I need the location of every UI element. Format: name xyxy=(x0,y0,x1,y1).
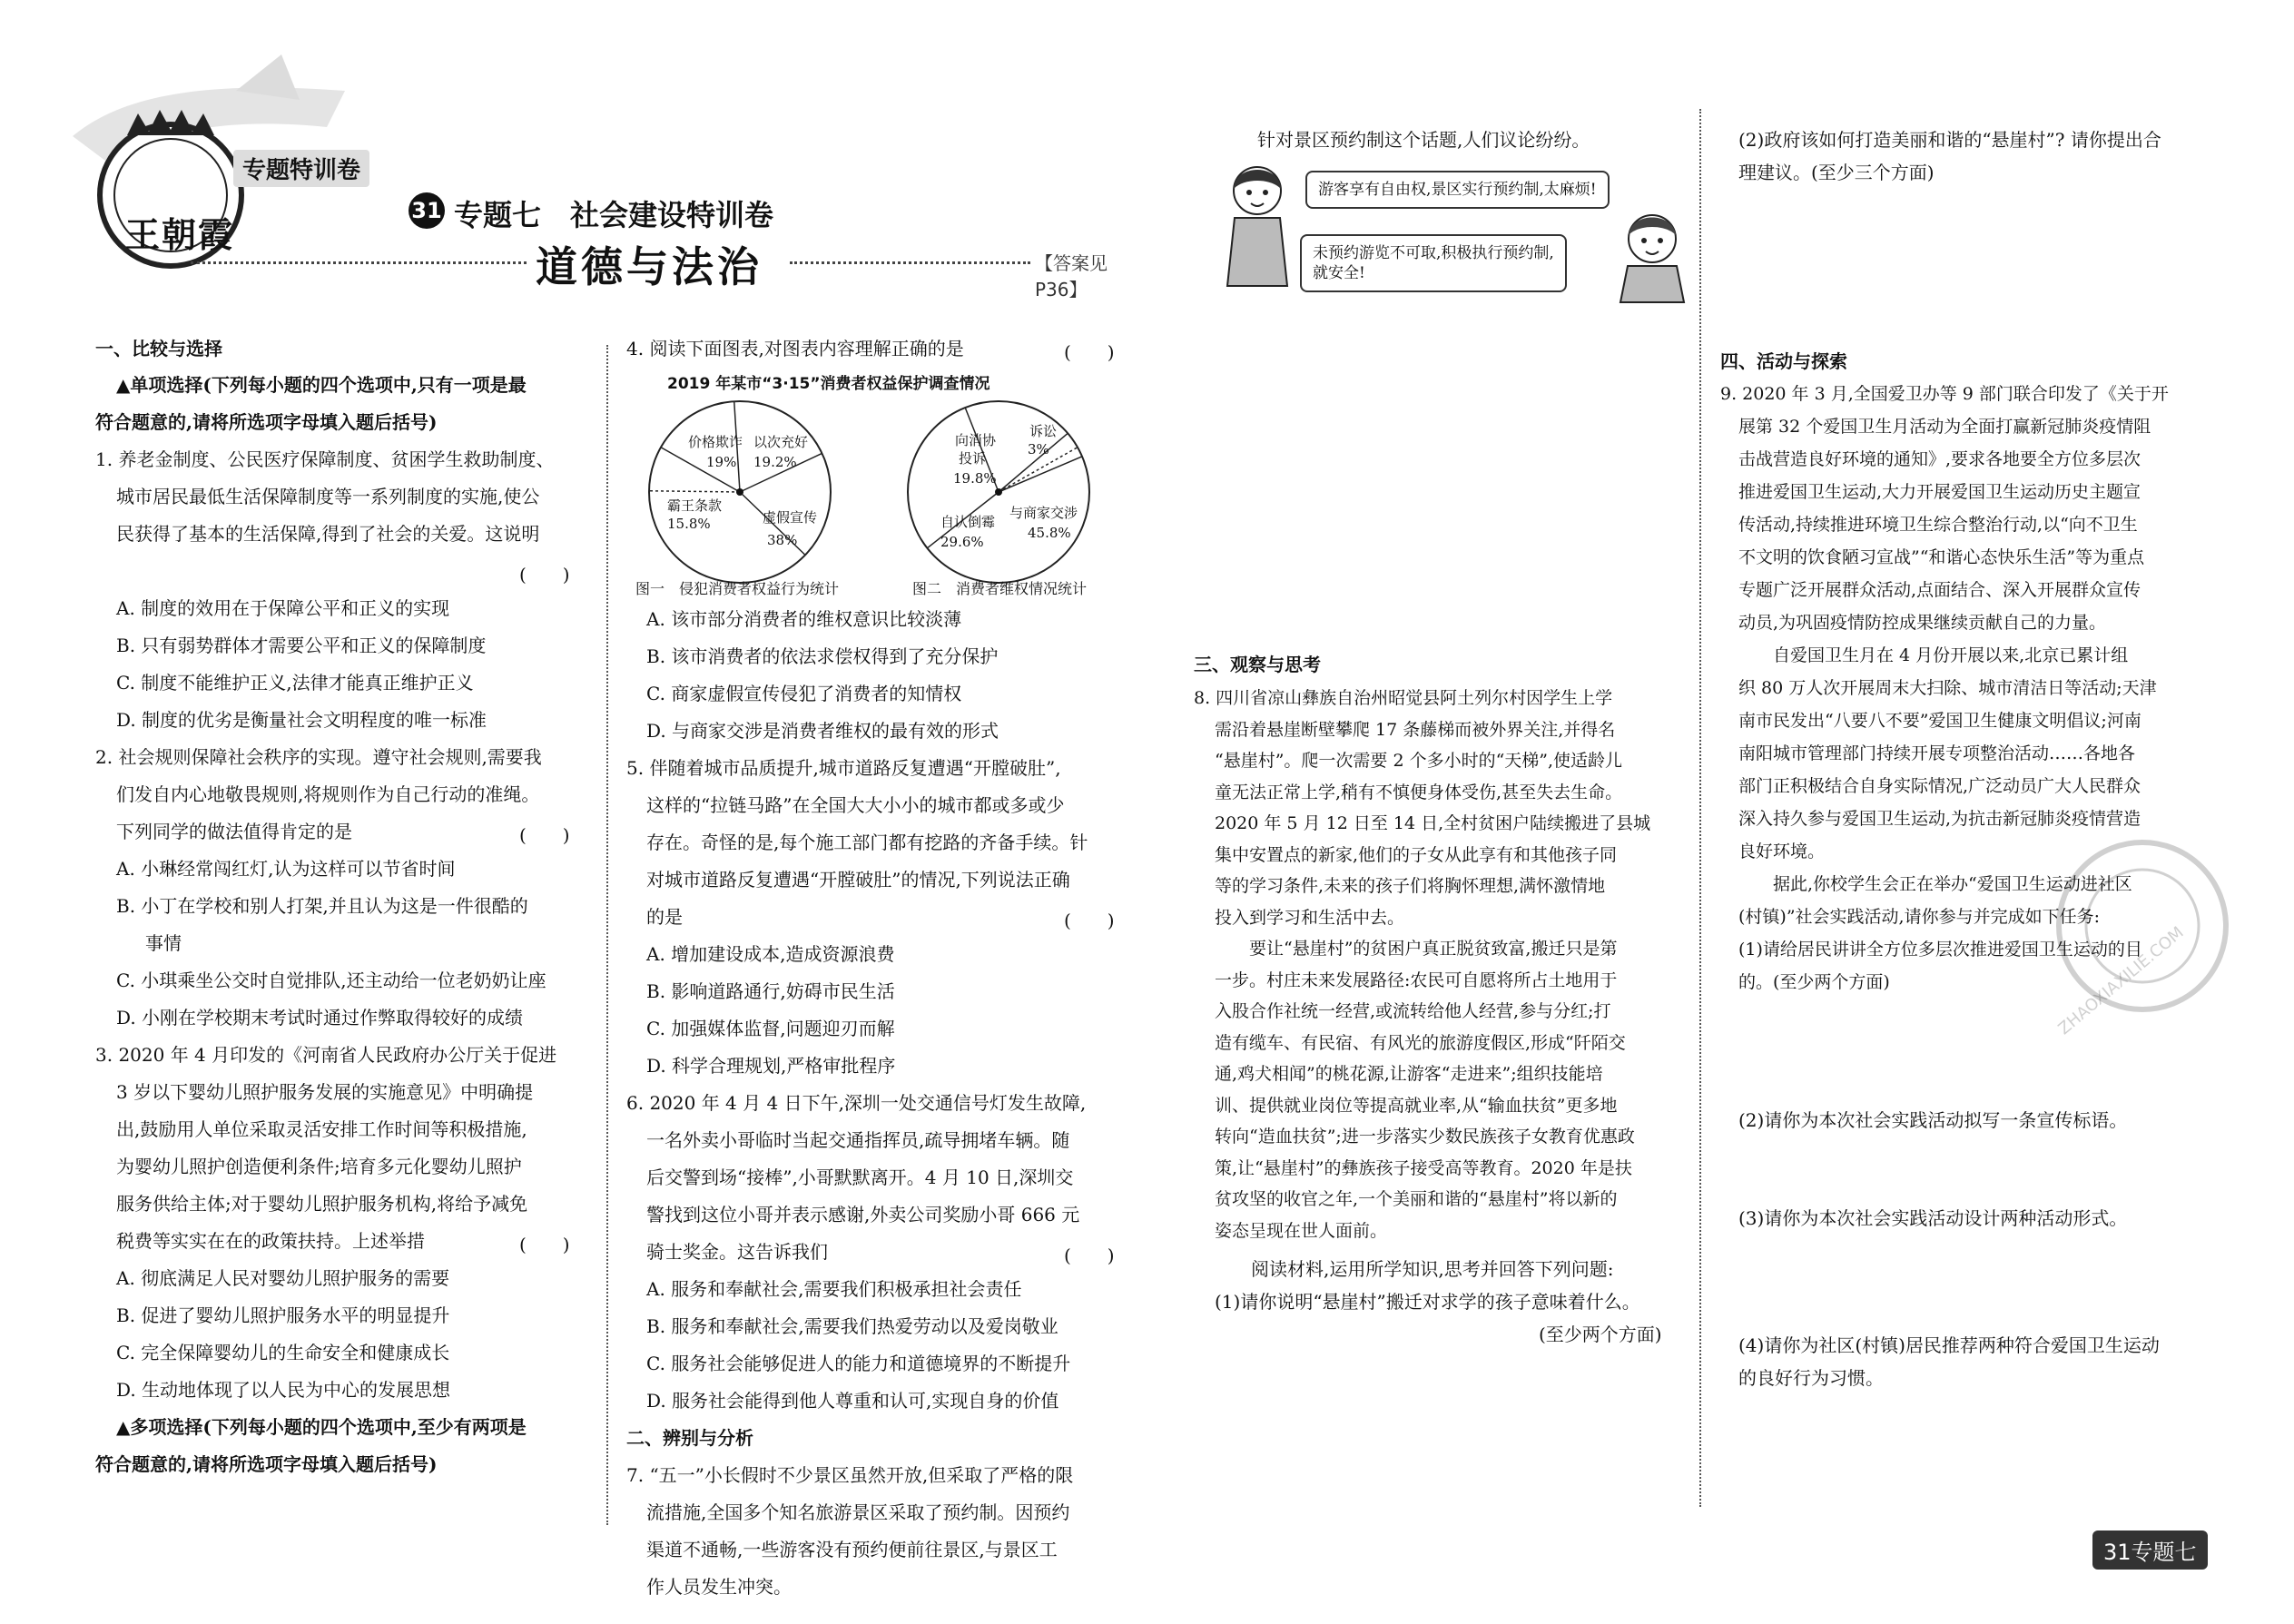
q6-option-c: C. 服务社会能够促进人的能力和道德境界的不断提升 xyxy=(646,1353,1071,1374)
cartoon-boy-icon xyxy=(1611,204,1693,304)
q7-line: 渠道不通畅,一些游客没有预约便前往景区,与景区工 xyxy=(646,1539,1058,1560)
q5-line: 这样的“拉链马路”在全国大大小小的城市都或多或少 xyxy=(646,794,1065,816)
bubble-boy-line1: 未预约游览不可取,积极执行预约制, xyxy=(1313,244,1554,262)
q9-line: 推进爱国卫生运动,大力开展爱国卫生运动历史主题宣 xyxy=(1738,482,2141,502)
q4-option-d: D. 与商家交涉是消费者维权的最有效的形式 xyxy=(646,720,999,742)
q8-sub1: (1)请你说明“悬崖村”搬迁对求学的孩子意味着什么。 xyxy=(1215,1291,1640,1313)
q9-line: 不文明的饮食陋习宣战”“和谐心态快乐生活”等为重点 xyxy=(1738,547,2145,567)
q9-line: 南阳城市管理部门持续开展专项整治活动……各地各 xyxy=(1738,743,2136,763)
q2-option-c: C. 小琪乘坐公交时自觉排队,还主动给一位老奶奶让座 xyxy=(116,969,546,991)
pie-2-label: 19.8% xyxy=(953,470,997,487)
q5-line: 对城市道路反复遭遇“开膛破肚”的情况,下列说法正确 xyxy=(646,869,1070,891)
q2-option-b: B. 小丁在学校和别人打架,并且认为这是一件很酷的 xyxy=(116,895,528,917)
speech-bubble-boy xyxy=(1300,234,1567,292)
divider-col3 xyxy=(1699,109,1701,1507)
q6-option-d: D. 服务社会能得到他人尊重和认可,实现自身的价值 xyxy=(646,1390,1059,1412)
q7-intro: 针对景区预约制这个话题,人们议论纷纷。 xyxy=(1257,129,1590,151)
topic-number: 31 xyxy=(411,198,442,223)
q2-line: 下列同学的做法值得肯定的是 xyxy=(116,821,352,842)
q9-line: 传活动,持续推进环境卫生综合整治行动,以“向不卫生 xyxy=(1738,515,2138,535)
q5-option-a: A. 增加建设成本,造成资源浪费 xyxy=(646,943,895,965)
q9-line: 动员,为巩固疫情防控成果继续贡献自己的力量。 xyxy=(1738,613,2107,633)
q9-line: 南市民发出“八要八不要”爱国卫生健康文明倡议;河南 xyxy=(1738,711,2141,731)
q5-option-d: D. 科学合理规划,严格审批程序 xyxy=(646,1055,896,1077)
q9-line: 织 80 万人次开展周末大扫除、城市清洁日等活动;天津 xyxy=(1738,678,2157,698)
pie-2-label: 45.8% xyxy=(1028,525,1071,541)
q7-line: 7. “五一”小长假时不少景区虽然开放,但采取了严格的限 xyxy=(626,1464,1074,1486)
q8-line: 童无法正常上学,稍有不慎便身体受伤,甚至失去生命。 xyxy=(1215,782,1623,802)
q8-line: 训、提供就业岗位等提高就业率,从“输血扶贫”更多地 xyxy=(1215,1095,1618,1116)
q9-sub2: (2)请你为本次社会实践活动拟写一条宣传标语。 xyxy=(1738,1109,2128,1131)
q6-line: 警找到这位小哥并表示感谢,外卖公司奖励小哥 666 元 xyxy=(646,1204,1080,1225)
series-label: 专题特训卷 xyxy=(233,150,369,187)
q8-line: 一步。村庄未来发展路径:农民可自愿将所占土地用于 xyxy=(1215,969,1618,990)
q8-read-prompt: 阅读材料,运用所学知识,思考并回答下列问题: xyxy=(1215,1258,1614,1280)
q3-answer-paren[interactable]: ( ) xyxy=(519,1234,570,1255)
single-choice-note-1: ▲单项选择(下列每小题的四个选项中,只有一项是最 xyxy=(116,374,527,396)
q8-line: 8. 四川省凉山彝族自治州昭觉县阿土列尔村因学生上学 xyxy=(1194,688,1613,708)
pie-1-label: 19% xyxy=(706,454,737,470)
q9-line: 的。(至少两个方面) xyxy=(1738,972,1890,992)
q3-option-c: C. 完全保障婴幼儿的生命安全和健康成长 xyxy=(116,1342,450,1363)
q1-answer-paren[interactable]: ( ) xyxy=(519,564,570,586)
pie-2-label: 3% xyxy=(1028,441,1049,458)
pie-1-label: 15.8% xyxy=(667,516,711,532)
pie-2-label: 向消协 xyxy=(955,432,997,448)
q7-line: 流措施,全国多个知名旅游景区采取了预约制。因预约 xyxy=(646,1501,1070,1523)
multi-choice-note-2: 符合题意的,请将所选项字母填入题后括号) xyxy=(95,1453,438,1475)
q5-answer-paren[interactable]: ( ) xyxy=(1064,910,1115,931)
q8-line: 通,鸡犬相闻”的桃花源,让游客“走进来”;组织技能培 xyxy=(1215,1064,1603,1084)
q9-sub3: (3)请你为本次社会实践活动设计两种活动形式。 xyxy=(1738,1207,2128,1229)
q8-line: 要让“悬崖村”的贫困户真正脱贫致富,搬迁只是第 xyxy=(1215,939,1618,959)
q3-option-b: B. 促进了婴幼儿照护服务水平的明显提升 xyxy=(116,1304,450,1326)
q9-line: 击战营造良好环境的通知》,要求各地要全方位多层次 xyxy=(1738,449,2141,469)
header xyxy=(54,54,1135,300)
q5-option-b: B. 影响道路通行,妨碍市民生活 xyxy=(646,980,895,1002)
header-rule-left xyxy=(191,261,527,264)
pie-1-center xyxy=(736,488,743,496)
q8-line: 投入到学习和生活中去。 xyxy=(1215,907,1405,928)
pie-1-label: 虚假宣传 xyxy=(763,509,818,526)
topic-title: 专题七 社会建设特训卷 xyxy=(454,198,774,232)
q8-line: 造有缆车、有民宿、有风光的旅游度假区,形成“阡陌交 xyxy=(1215,1032,1626,1053)
q8-line: 需沿着悬崖断壁攀爬 17 条藤梯而被外界关注,并得名 xyxy=(1215,719,1616,740)
bubble-girl-text: 游客享有自由权,景区实行预约制,太麻烦! xyxy=(1318,181,1597,199)
q8-line: 等的学习条件,未来的孩子们将胸怀理想,满怀激情地 xyxy=(1215,876,1606,896)
pie-charts xyxy=(617,390,1135,599)
q9-sub4-line2: 的良好行为习惯。 xyxy=(1738,1367,1884,1389)
q4-answer-paren[interactable]: ( ) xyxy=(1064,341,1115,363)
q1-option-a: A. 制度的效用在于保障公平和正义的实现 xyxy=(116,597,450,619)
pie-2-label: 与商家交涉 xyxy=(1009,505,1078,521)
pie-1-label: 38% xyxy=(767,532,798,548)
q1-option-c: C. 制度不能维护正义,法律才能真正维护正义 xyxy=(116,672,474,694)
pie-2-center xyxy=(995,488,1002,496)
q9-line: 据此,你校学生会正在举办“爱国卫生运动进社区 xyxy=(1738,874,2132,894)
q8-line: 贫攻坚的收官之年,一个美丽和谐的“悬崖村”将以新的 xyxy=(1215,1189,1618,1209)
chart-title: 2019 年某市“3·15”消费者权益保护调查情况 xyxy=(667,375,990,393)
pie-2-label: 投诉 xyxy=(959,450,987,467)
section-4-title: 四、活动与探索 xyxy=(1720,350,1847,372)
q4-option-a: A. 该市部分消费者的维权意识比较淡薄 xyxy=(646,608,962,630)
q1-line: 1. 养老金制度、公民医疗保障制度、贫困学生救助制度、 xyxy=(95,448,555,470)
q3-option-d: D. 生动地体现了以人民为中心的发展思想 xyxy=(116,1379,451,1401)
pie-1-label: 价格欺诈 xyxy=(688,434,743,450)
q3-line: 为婴幼儿照护创造便利条件;培育多元化婴幼儿照护 xyxy=(116,1156,522,1177)
q3-line: 服务供给主体;对于婴幼儿照护服务机构,将给予减免 xyxy=(116,1193,528,1215)
pie-1-label: 霸王条款 xyxy=(667,497,723,514)
watermark-text: ZHAOXIAXILIE.COM xyxy=(2054,922,2188,1039)
q8-line: 集中安置点的新家,他们的子女从此享有和其他孩子同 xyxy=(1215,844,1618,865)
q6-line: 6. 2020 年 4 月 4 日下午,深圳一处交通信号灯发生故障, xyxy=(626,1092,1087,1114)
q8-line: 姿态呈现在世人面前。 xyxy=(1215,1220,1388,1241)
q3-line: 出,鼓励用人单位采取灵活安排工作时间等积极措施, xyxy=(116,1118,527,1140)
q4-option-b: B. 该市消费者的依法求偿权得到了充分保护 xyxy=(646,645,999,667)
q4-stem: 4. 阅读下面图表,对图表内容理解正确的是 xyxy=(626,338,964,359)
chart2-caption: 图二 消费者维权情况统计 xyxy=(912,580,1088,597)
divider-col1 xyxy=(606,345,608,1525)
q9-line: (村镇)”社会实践活动,请你参与并完成如下任务: xyxy=(1738,907,2100,927)
bubble-boy-line2: 就安全! xyxy=(1313,264,1365,282)
logo-text: 王朝霞 xyxy=(125,214,235,255)
q9-line: 良好环境。 xyxy=(1738,842,1826,861)
subject-title: 道德与法治 xyxy=(536,242,763,291)
q8-line: “悬崖村”。爬一次需要 2 个多小时的“天梯”,使适龄儿 xyxy=(1215,751,1623,771)
q6-line: 后交警到场“接棒”,小哥默默离开。4 月 10 日,深圳交 xyxy=(646,1166,1074,1188)
q5-line: 存在。奇怪的是,每个施工部门都有挖路的齐备手续。针 xyxy=(646,832,1088,853)
chart1-caption: 图一 侵犯消费者权益行为统计 xyxy=(635,580,840,597)
q1-line: 城市居民最低生活保障制度等一系列制度的实施,使公 xyxy=(116,486,540,507)
q5-option-c: C. 加强媒体监督,问题迎刃而解 xyxy=(646,1018,895,1039)
q6-option-a: A. 服务和奉献社会,需要我们积极承担社会责任 xyxy=(646,1278,1022,1300)
q2-line: 2. 社会规则保障社会秩序的实现。遵守社会规则,需要我 xyxy=(95,746,542,768)
pie-1-label: 以次充好 xyxy=(753,434,809,450)
q9-line: 深入持久参与爱国卫生运动,为抗击新冠肺炎疫情营造 xyxy=(1738,809,2141,829)
pie-2-label: 诉讼 xyxy=(1029,423,1058,439)
answer-reference: 【答案见 P36】 xyxy=(1035,252,1108,300)
q3-line: 3 岁以下婴幼儿照护服务发展的实施意见》中明确提 xyxy=(116,1081,534,1103)
q2-option-b-cont: 事情 xyxy=(145,932,182,954)
q9-line: 部门正积极结合自身实际情况,广泛动员广大人民群众 xyxy=(1738,776,2141,796)
q9-line: (1)请给居民讲讲全方位多层次推进爱国卫生运动的目 xyxy=(1738,940,2142,960)
cartoon-girl-icon xyxy=(1216,154,1298,290)
pie-1-label: 19.2% xyxy=(753,454,797,470)
watermark-seal xyxy=(2052,835,2233,1017)
q9-sub4-line1: (4)请你为社区(村镇)居民推荐两种符合爱国卫生运动 xyxy=(1738,1334,2160,1356)
section-3-title: 三、观察与思考 xyxy=(1194,654,1321,675)
q4-option-c: C. 商家虚假宣传侵犯了消费者的知情权 xyxy=(646,683,962,704)
header-rule-right xyxy=(790,261,1030,264)
q7-line: 作人员发生冲突。 xyxy=(646,1576,792,1598)
page-badge: 31专题七 xyxy=(2092,1530,2208,1570)
q6-line: 一名外卖小哥临时当起交通指挥员,疏导拥堵车辆。随 xyxy=(646,1129,1070,1151)
section-1-title: 一、比较与选择 xyxy=(95,338,222,359)
q1-line: 民获得了基本的生活保障,得到了社会的关爱。这说明 xyxy=(116,523,540,545)
pie-2-label: 自认倒霉 xyxy=(940,514,996,530)
q1-option-b: B. 只有弱势群体才需要公平和正义的保障制度 xyxy=(116,635,487,656)
section-2-title: 二、辨别与分析 xyxy=(626,1427,753,1449)
q3-line: 税费等实实在在的政策扶持。上述举措 xyxy=(116,1230,425,1252)
q6-line: 骑士奖金。这告诉我们 xyxy=(646,1241,828,1263)
q9-line: 展第 32 个爱国卫生月活动为全面打赢新冠肺炎疫情阻 xyxy=(1738,417,2151,437)
q8-sub1-note: (至少两个方面) xyxy=(1539,1324,1662,1345)
q3-line: 3. 2020 年 4 月印发的《河南省人民政府办公厅关于促进 xyxy=(95,1044,557,1066)
q8-sub2-line1: (2)政府该如何打造美丽和谐的“悬崖村”? 请你提出合 xyxy=(1738,129,2161,151)
q8-line: 2020 年 5 月 12 日至 14 日,全村贫困户陆续搬进了县城 xyxy=(1215,813,1651,833)
q2-option-d: D. 小刚在学校期末考试时通过作弊取得较好的成绩 xyxy=(116,1007,524,1029)
q8-sub2-line2: 理建议。(至少三个方面) xyxy=(1738,162,1935,183)
q6-answer-paren[interactable]: ( ) xyxy=(1064,1245,1115,1266)
q5-line: 的是 xyxy=(646,906,683,928)
q1-option-d: D. 制度的优劣是衡量社会文明程度的唯一标准 xyxy=(116,709,487,731)
multi-choice-note-1: ▲多项选择(下列每小题的四个选项中,至少有两项是 xyxy=(116,1416,527,1438)
q2-option-a: A. 小琳经常闯红灯,认为这样可以节省时间 xyxy=(116,858,456,880)
q3-option-a: A. 彻底满足人民对婴幼儿照护服务的需要 xyxy=(116,1267,450,1289)
q6-option-b: B. 服务和奉献社会,需要我们热爱劳动以及爱岗敬业 xyxy=(646,1315,1058,1337)
q9-line: 专题广泛开展群众活动,点面结合、深入开展群众宣传 xyxy=(1738,580,2141,600)
single-choice-note-2: 符合题意的,请将所选项字母填入题后括号) xyxy=(95,411,438,433)
speech-bubble-girl xyxy=(1305,171,1610,209)
q2-line: 们发自内心地敬畏规则,将规则作为自己行动的准绳。 xyxy=(116,783,540,805)
q9-line: 自爱国卫生月在 4 月份开展以来,北京已累计组 xyxy=(1738,645,2129,665)
q2-answer-paren[interactable]: ( ) xyxy=(519,824,570,846)
q9-line: 9. 2020 年 3 月,全国爱卫办等 9 部门联合印发了《关于开 xyxy=(1720,384,2169,404)
q8-line: 入股合作社统一经营,或流转给他人经营,参与分红;打 xyxy=(1215,1001,1611,1021)
q8-line: 策,让“悬崖村”的彝族孩子接受高等教育。2020 年是扶 xyxy=(1215,1157,1632,1178)
topic-number-badge xyxy=(409,192,445,229)
q8-line: 转向“造血扶贫”;进一步落实少数民族孩子女教育优惠政 xyxy=(1215,1127,1635,1147)
pie-2-label: 29.6% xyxy=(940,534,984,550)
q5-line: 5. 伴随着城市品质提升,城市道路反复遭遇“开膛破肚”, xyxy=(626,757,1061,779)
